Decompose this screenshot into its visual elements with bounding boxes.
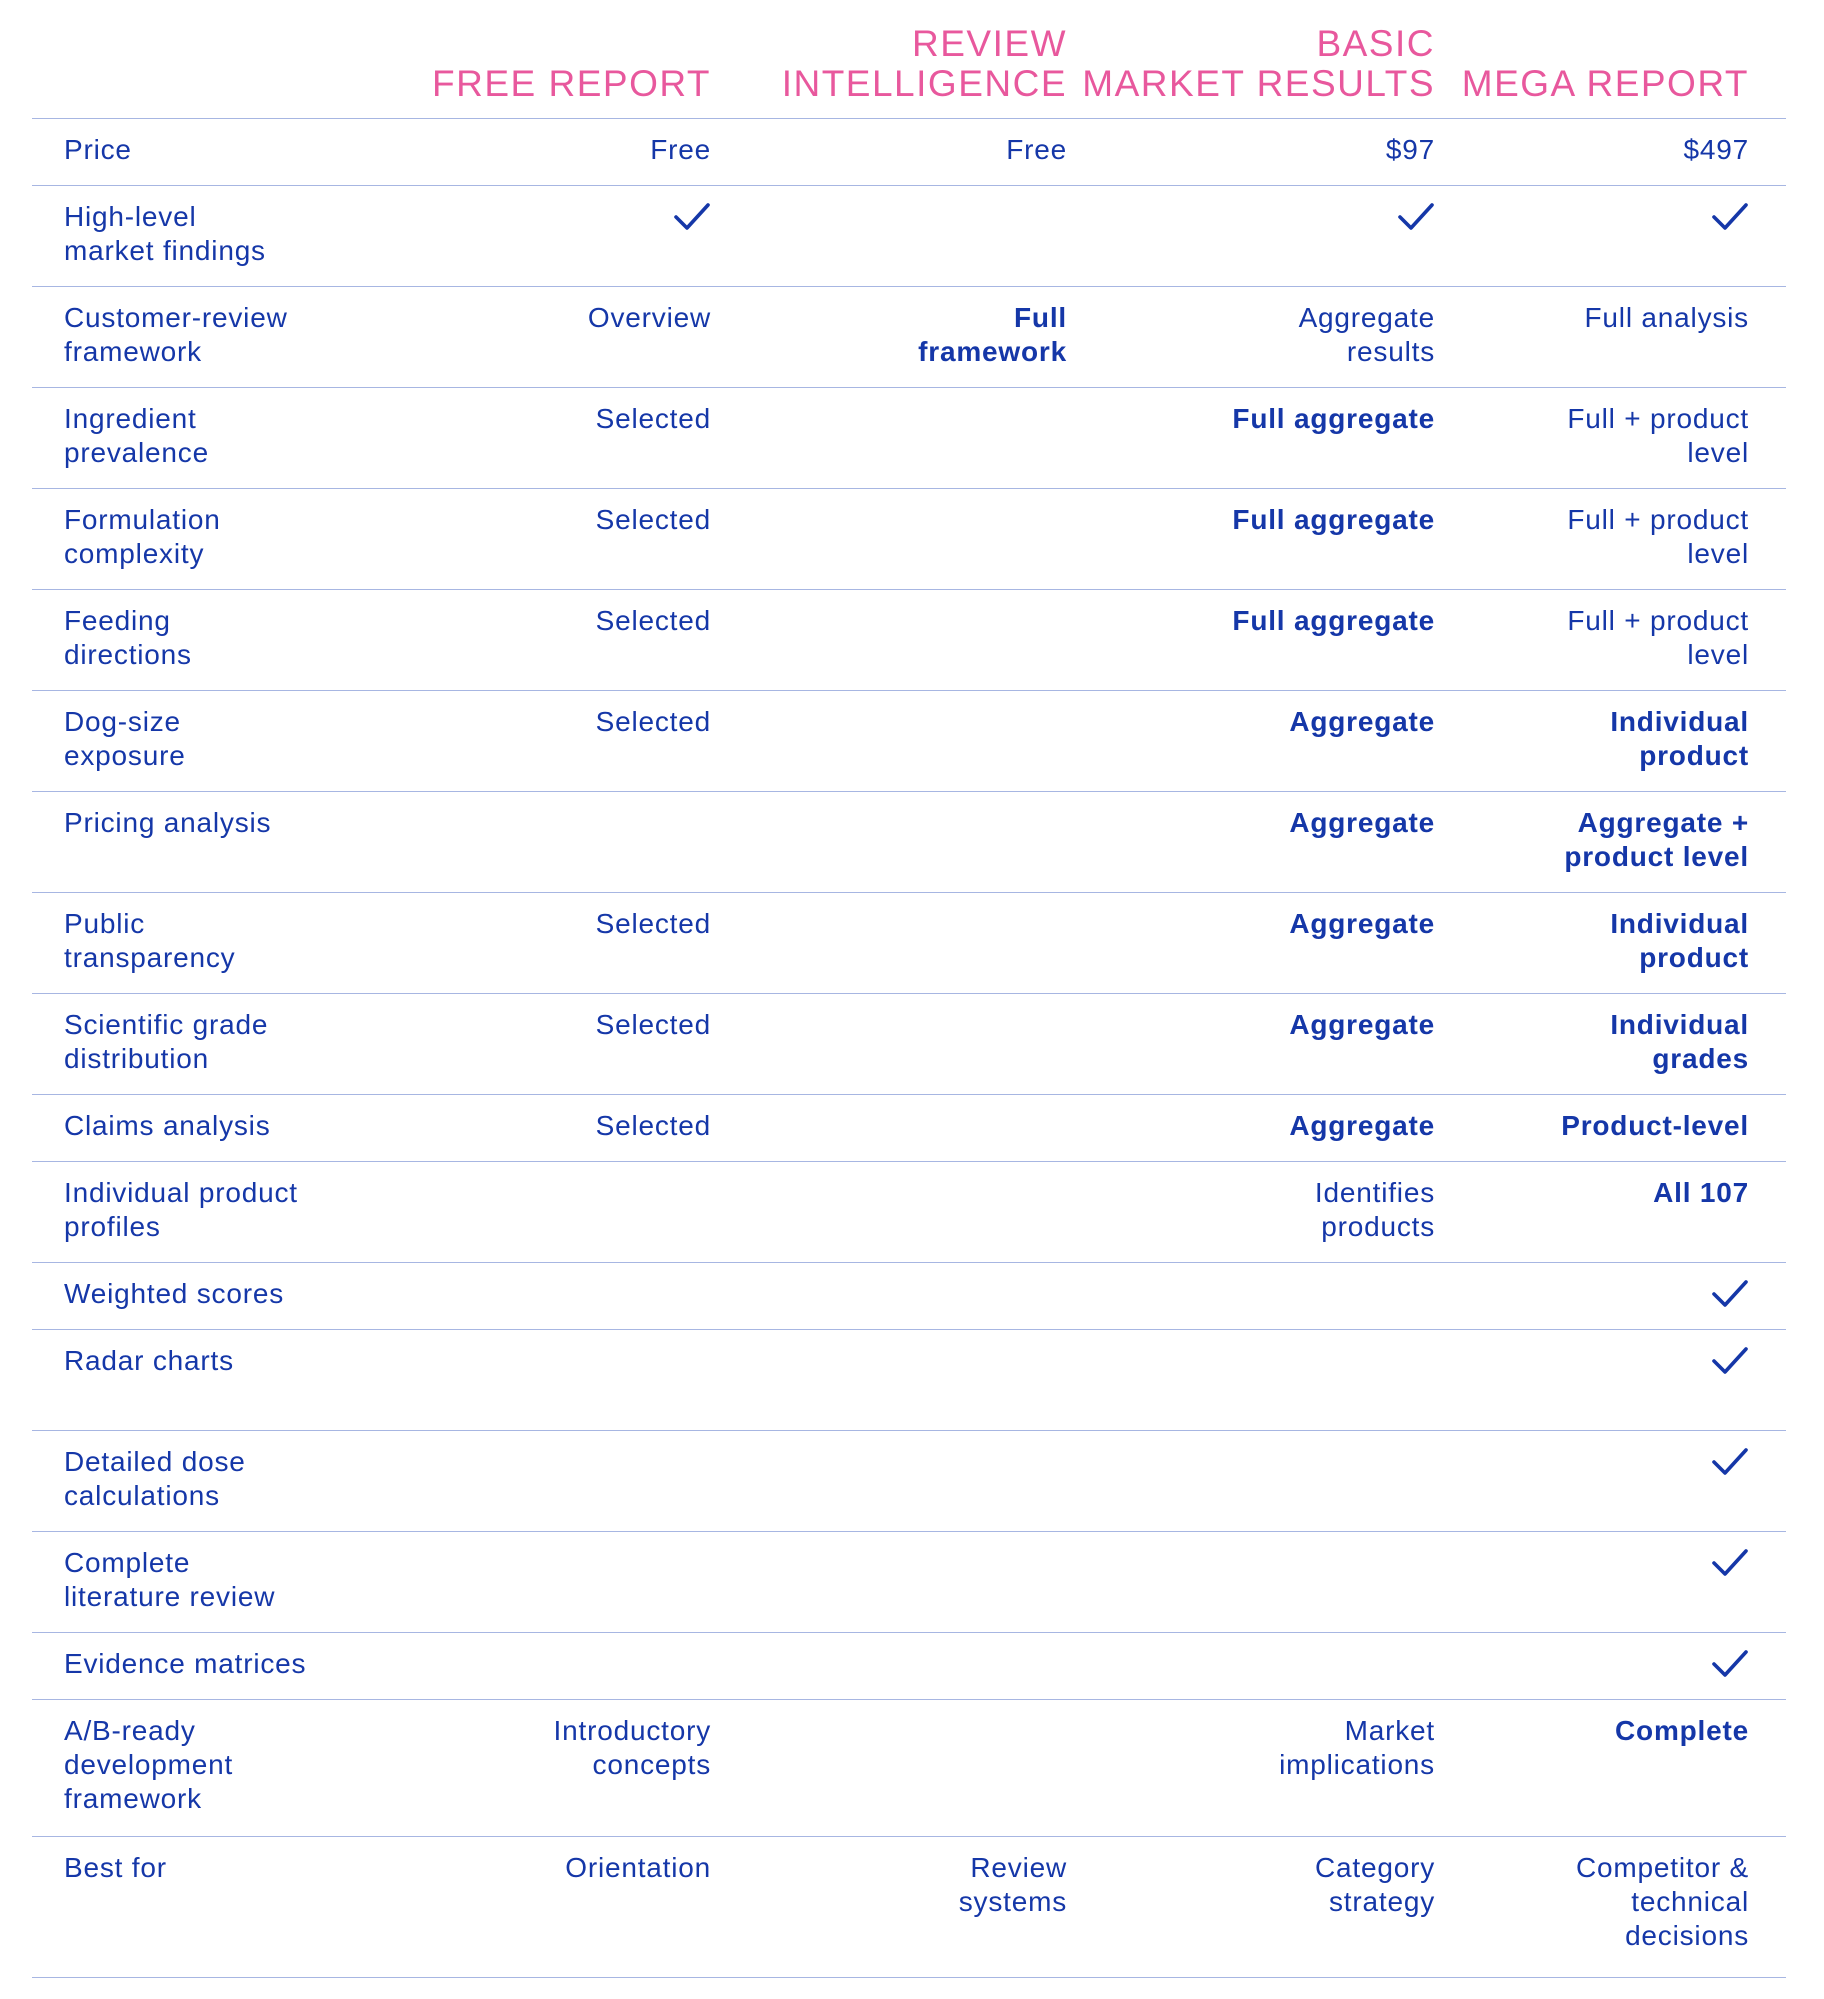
cell-basic [1067, 1263, 1435, 1330]
cell-mega: Full analysis [1435, 287, 1786, 388]
cell-review: Free [711, 119, 1067, 186]
cell-review [711, 994, 1067, 1095]
cell-basic: Identifies products [1067, 1162, 1435, 1263]
cell-mega: All 107 [1435, 1162, 1786, 1263]
cell-mega: Full + product level [1435, 590, 1786, 691]
cell-free: Selected [392, 893, 711, 994]
check-icon [1711, 1546, 1749, 1580]
cell-review: Full framework [711, 287, 1067, 388]
table-row [32, 691, 1786, 792]
cell-review [711, 792, 1067, 893]
table-row [32, 1263, 1786, 1330]
cell-mega: Full + product level [1435, 489, 1786, 590]
cell-mega: Full + product level [1435, 388, 1786, 489]
feature-label: Formulation complexity [32, 489, 392, 590]
cell-mega [1435, 1532, 1786, 1633]
cell-free: Orientation [392, 1837, 711, 1978]
header-mega-report: MEGA REPORT [1435, 24, 1786, 119]
cell-free [392, 1263, 711, 1330]
table-row [32, 287, 1786, 388]
cell-mega: Aggregate + product level [1435, 792, 1786, 893]
feature-label: Pricing analysis [32, 792, 392, 893]
table-row [32, 1330, 1786, 1431]
feature-label: Radar charts [32, 1330, 392, 1431]
cell-review [711, 691, 1067, 792]
cell-free [392, 1162, 711, 1263]
feature-label: Customer-review framework [32, 287, 392, 388]
table-row [32, 1532, 1786, 1633]
cell-review [711, 1330, 1067, 1431]
cell-review [711, 1431, 1067, 1532]
cell-free: Free [392, 119, 711, 186]
cell-basic: Aggregate results [1067, 287, 1435, 388]
table-body [32, 119, 1786, 1978]
table-row [32, 590, 1786, 691]
table-row [32, 893, 1786, 994]
cell-free [392, 1633, 711, 1700]
feature-label: Ingredient prevalence [32, 388, 392, 489]
table-row [32, 489, 1786, 590]
cell-mega: Competitor & technical decisions [1435, 1837, 1786, 1978]
check-icon [1711, 1445, 1749, 1479]
report-comparison-table [32, 24, 1786, 1978]
cell-basic: Category strategy [1067, 1837, 1435, 1978]
check-icon [1711, 1277, 1749, 1311]
cell-mega [1435, 1431, 1786, 1532]
cell-basic: Full aggregate [1067, 489, 1435, 590]
cell-basic [1067, 1330, 1435, 1431]
cell-review [711, 1700, 1067, 1837]
cell-review [711, 893, 1067, 994]
cell-review [711, 590, 1067, 691]
cell-basic: Aggregate [1067, 691, 1435, 792]
cell-mega [1435, 1633, 1786, 1700]
cell-review [711, 489, 1067, 590]
table-row [32, 119, 1786, 186]
cell-free [392, 792, 711, 893]
cell-basic: Full aggregate [1067, 388, 1435, 489]
feature-label: Claims analysis [32, 1095, 392, 1162]
cell-free [392, 186, 711, 287]
cell-free [392, 1532, 711, 1633]
header-feature [32, 24, 392, 119]
cell-mega: Individual product [1435, 691, 1786, 792]
cell-basic: Aggregate [1067, 893, 1435, 994]
feature-label: Evidence matrices [32, 1633, 392, 1700]
cell-mega: Product-level [1435, 1095, 1786, 1162]
cell-review [711, 1532, 1067, 1633]
feature-label: Feeding directions [32, 590, 392, 691]
cell-basic: Aggregate [1067, 1095, 1435, 1162]
cell-free [392, 1330, 711, 1431]
cell-review [711, 186, 1067, 287]
cell-review [711, 1162, 1067, 1263]
cell-basic [1067, 1532, 1435, 1633]
cell-free [392, 1431, 711, 1532]
cell-mega [1435, 1263, 1786, 1330]
cell-free: Selected [392, 691, 711, 792]
check-icon [673, 200, 711, 234]
cell-free: Overview [392, 287, 711, 388]
feature-label: High-level market findings [32, 186, 392, 287]
feature-label: A/B-ready development framework [32, 1700, 392, 1837]
cell-mega: Individual grades [1435, 994, 1786, 1095]
feature-label: Dog-size exposure [32, 691, 392, 792]
header-basic-market-results: BASIC MARKET RESULTS [1067, 24, 1435, 119]
cell-basic: Aggregate [1067, 792, 1435, 893]
feature-label: Best for [32, 1837, 392, 1978]
cell-basic [1067, 1633, 1435, 1700]
feature-label: Detailed dose calculations [32, 1431, 392, 1532]
cell-mega [1435, 186, 1786, 287]
cell-basic [1067, 186, 1435, 287]
header-free-report: FREE REPORT [392, 24, 711, 119]
feature-label: Scientific grade distribution [32, 994, 392, 1095]
cell-basic: Market implications [1067, 1700, 1435, 1837]
table-row [32, 1633, 1786, 1700]
table-row [32, 792, 1786, 893]
feature-label: Complete literature review [32, 1532, 392, 1633]
header-row [32, 24, 1786, 119]
table-row [32, 388, 1786, 489]
cell-mega: Individual product [1435, 893, 1786, 994]
cell-mega: Complete [1435, 1700, 1786, 1837]
cell-review: Review systems [711, 1837, 1067, 1978]
feature-label: Weighted scores [32, 1263, 392, 1330]
table-row [32, 1162, 1786, 1263]
cell-basic: $97 [1067, 119, 1435, 186]
cell-review [711, 1095, 1067, 1162]
cell-free: Introductory concepts [392, 1700, 711, 1837]
cell-basic: Aggregate [1067, 994, 1435, 1095]
cell-mega [1435, 1330, 1786, 1431]
feature-label: Individual product profiles [32, 1162, 392, 1263]
cell-basic [1067, 1431, 1435, 1532]
check-icon [1711, 200, 1749, 234]
cell-review [711, 1633, 1067, 1700]
table-row [32, 1837, 1786, 1978]
cell-basic: Full aggregate [1067, 590, 1435, 691]
table-row [32, 186, 1786, 287]
header-review-intelligence: REVIEW INTELLIGENCE [711, 24, 1067, 119]
table-row [32, 1431, 1786, 1532]
feature-label: Price [32, 119, 392, 186]
cell-free: Selected [392, 590, 711, 691]
cell-free: Selected [392, 388, 711, 489]
check-icon [1397, 200, 1435, 234]
cell-free: Selected [392, 489, 711, 590]
table-row [32, 994, 1786, 1095]
cell-review [711, 388, 1067, 489]
cell-free: Selected [392, 994, 711, 1095]
table-row [32, 1700, 1786, 1837]
check-icon [1711, 1647, 1749, 1681]
check-icon [1711, 1344, 1749, 1378]
table-row [32, 1095, 1786, 1162]
cell-free: Selected [392, 1095, 711, 1162]
feature-label: Public transparency [32, 893, 392, 994]
cell-mega: $497 [1435, 119, 1786, 186]
cell-review [711, 1263, 1067, 1330]
